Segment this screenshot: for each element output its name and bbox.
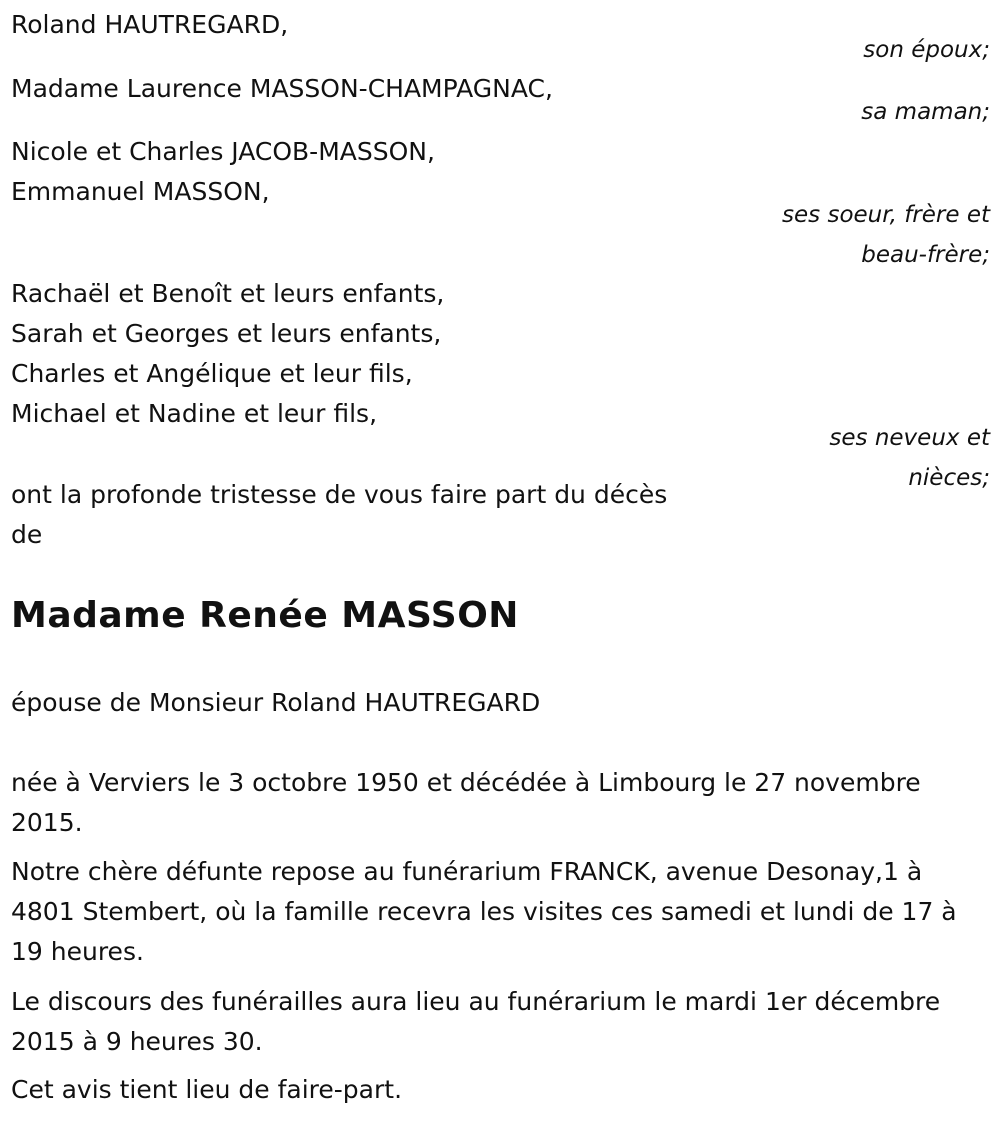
- mother-role: sa maman;: [861, 99, 990, 125]
- nephews-role-line1: ses neveux et: [829, 425, 990, 451]
- closing-paragraph: Cet avis tient lieu de faire-part.: [11, 1075, 403, 1104]
- announcement-line1: ont la profonde tristesse de vous faire part du décès: [11, 480, 668, 509]
- siblings-role-line1: ses soeur, frère et: [782, 202, 990, 228]
- nephew-line: Sarah et Georges et leurs enfants,: [11, 319, 442, 348]
- spouse-line: épouse de Monsieur Roland HAUTREGARD: [11, 688, 541, 717]
- sibling-line: Emmanuel MASSON,: [11, 177, 270, 206]
- funerarium-paragraph: Notre chère défunte repose au funérarium FRANCK, avenue Desonay,1 à 4801 Stembert, où la famille recevra les visites ces samedi et lundi de 17 à 19 heures.: [11, 857, 957, 966]
- husband-role: son époux;: [863, 37, 990, 63]
- sibling-line: Nicole et Charles JACOB-MASSON,: [11, 137, 435, 166]
- siblings-role-line2: beau-frère;: [861, 242, 990, 268]
- nephew-line: Rachaël et Benoît et leurs enfants,: [11, 279, 445, 308]
- nephew-line: Michael et Nadine et leur fils,: [11, 399, 378, 428]
- deceased-name: Madame Renée MASSON: [11, 595, 519, 636]
- nephew-line: Charles et Angélique et leur fils,: [11, 359, 413, 388]
- announcement-line2: de: [11, 520, 43, 549]
- nephews-role-line2: nièces;: [908, 465, 990, 491]
- birth-death-paragraph: née à Verviers le 3 octobre 1950 et décédée à Limbourg le 27 novembre 2015.: [11, 768, 921, 837]
- husband-name: Roland HAUTREGARD,: [11, 10, 289, 39]
- mother-name: Madame Laurence MASSON-CHAMPAGNAC,: [11, 74, 553, 103]
- ceremony-paragraph: Le discours des funérailles aura lieu au funérarium le mardi 1er décembre 2015 à 9 heures 30.: [11, 987, 941, 1056]
